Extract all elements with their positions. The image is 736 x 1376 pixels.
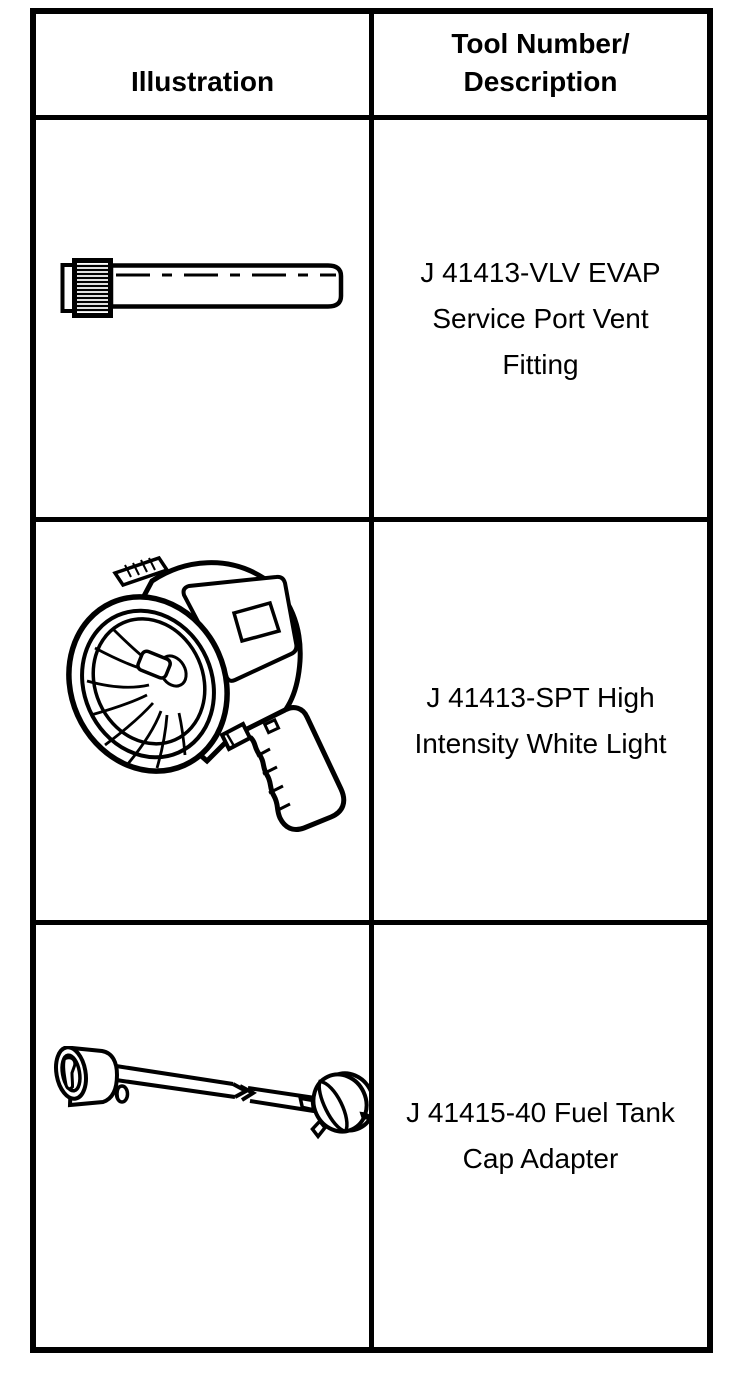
table-row-3-illustration-cell <box>36 925 374 1347</box>
header-tool-number-description <box>374 14 707 120</box>
tool-number-text: J 41413-VLV EVAP <box>420 256 661 288</box>
table-row-1-illustration-cell <box>36 120 374 522</box>
fuel-cap-adapter-icon <box>50 1046 372 1146</box>
table-row-3-description-cell <box>374 925 707 1347</box>
tool-number-text: J 41413-SPT High <box>426 682 655 713</box>
tool-number-text: J 41415-40 Fuel Tank <box>406 1097 675 1128</box>
table-row-2-illustration-cell <box>36 522 374 925</box>
header-tool-number-line: Tool Number/ <box>451 28 630 59</box>
table-row-2-description-cell <box>374 522 707 925</box>
special-tools-table <box>30 8 713 1353</box>
spotlight-icon <box>57 553 362 853</box>
header-illustration-label: Illustration <box>130 66 275 97</box>
tool-description-text: Intensity White Light <box>414 728 667 759</box>
tool-description-text: Fitting <box>502 348 579 380</box>
evap-vent-fitting-icon <box>60 258 346 318</box>
header-illustration <box>36 14 374 120</box>
tool-description-text: Service Port Vent <box>432 302 649 334</box>
table-row-1-description-cell <box>374 120 707 522</box>
tool-description-text: Cap Adapter <box>462 1143 619 1174</box>
header-description-line: Description <box>463 66 618 97</box>
